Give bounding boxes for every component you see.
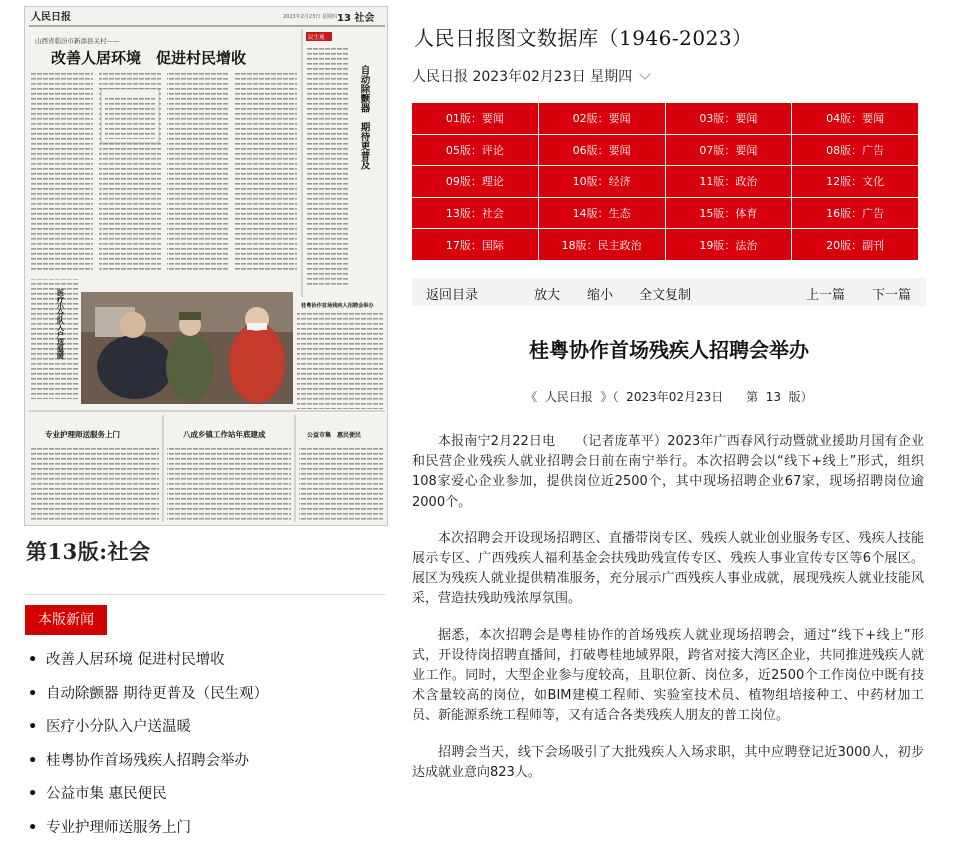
edition-link-current[interactable]: 13版：社会 — [412, 198, 538, 229]
edition-link[interactable]: 03版：要闻 — [666, 103, 792, 134]
edition-link[interactable]: 01版：要闻 — [412, 103, 538, 134]
article-paragraph: 据悉，本次招聘会是粤桂协作的首场残疾人就业现场招聘会，通过“线下+线上”形式，开设待岗招聘直播间，打破粤桂地域界限，跨省对接大湾区企业，共同推进残疾人就业工作。同时，大型企业参与度较高，且职位新、岗位多，近2500个工作岗位中既有技术含量较高的岗位，如BIM建模工程师、实验室技术员、植物组培接种工、中药材加工员、新能源系统工程师等，又有适合各类残疾人朋友的普工岗位。 — [412, 627, 924, 724]
news-list-item[interactable] — [28, 682, 388, 716]
date-selector[interactable] — [412, 66, 650, 86]
bullet-icon: • — [28, 719, 38, 735]
edition-link[interactable]: 02版：要闻 — [539, 103, 665, 134]
bullet-icon: • — [28, 685, 38, 702]
edition-link[interactable]: 12版：文化 — [792, 166, 918, 197]
thumb-main-headline: 改善人居环境 促进村民增收 — [51, 49, 247, 67]
back-to-contents-link[interactable]: 返回目录 — [426, 288, 479, 303]
next-article-link[interactable]: 下一篇 — [872, 288, 912, 303]
left-column — [0, 0, 400, 848]
edition-link[interactable]: 05版：评论 — [412, 135, 538, 166]
edition-link[interactable]: 09版：理论 — [412, 166, 538, 197]
article-meta: 《 人民日报 》（ 2023年02月23日 第 13 版） — [525, 390, 813, 404]
news-item-label[interactable]: 改善人居环境 促进村民增收 — [46, 652, 225, 668]
page-heading: 第13版:社会 — [26, 539, 151, 564]
news-list-item[interactable] — [28, 816, 388, 848]
edition-link[interactable]: 11版：政治 — [666, 166, 792, 197]
date-text: 人民日报 2023年02月23日 星期四 — [412, 69, 633, 85]
bullet-icon: • — [28, 786, 38, 802]
news-item-label[interactable]: 医疗小分队入户送温暖 — [46, 719, 191, 735]
database-title: 人民日报图文数据库（1946-2023） — [414, 26, 753, 50]
edition-link[interactable]: 20版：副刊 — [792, 229, 918, 260]
thumb-side-headline: 桂粤协作首场残疾人招聘会举办 — [301, 303, 374, 309]
edition-link[interactable]: 06版：要闻 — [539, 135, 665, 166]
bullet-icon: • — [28, 752, 38, 769]
thumb-column-headline: 自动除颤器 期待更普及 — [358, 65, 370, 170]
newspaper-page-image[interactable] — [24, 6, 388, 526]
article-paragraph: 本报南宁2月22日电 （记者庞革平）2023年广西春风行动暨就业援助月国有企业和民营企业残疾人就业招聘会日前在南宁举行。本次招聘会以“线下+线上”形式，组织108家爱心企业参加，提供岗位近2500个，其中现场招聘企业67家，现场招聘岗位逾2000个。 — [412, 434, 924, 510]
edition-link[interactable]: 04版：要闻 — [792, 103, 918, 134]
thumb-photo — [81, 292, 293, 404]
article-paragraph: 本次招聘会开设现场招聘区、直播带岗专区、残疾人就业创业服务专区、残疾人技能展示专区、广西残疾人福利基金会扶残助残宣传专区、残疾人事业宣传专区等6个展区。展区为残疾人就业提供精准服务，充分展示广西残疾人事业成就，展现残疾人就业技能风采，营造扶残助残浓厚氛围。 — [412, 530, 924, 607]
zoom-out-button[interactable]: 缩小 — [587, 288, 614, 303]
news-tab[interactable]: 本版新闻 — [25, 605, 107, 635]
news-item-label[interactable]: 专业护理师送服务上门 — [46, 819, 191, 836]
news-item-label[interactable]: 自动除颤器 期待更普及（民生观） — [46, 685, 269, 702]
edition-link[interactable]: 08版：广告 — [792, 135, 918, 166]
thumb-sub-left-headline: 专业护理师送服务上门 — [45, 430, 120, 439]
zoom-in-button[interactable]: 放大 — [534, 288, 561, 303]
news-tab-bar — [24, 594, 386, 634]
thumb-sub-right-headline: 公益市集 惠民便民 — [307, 432, 362, 439]
news-list-item[interactable] — [28, 749, 388, 783]
chevron-down-icon[interactable] — [640, 68, 651, 79]
article-toolbar — [412, 278, 926, 306]
newspaper-page-thumbnail — [25, 7, 388, 526]
edition-link[interactable]: 10版：经济 — [539, 166, 665, 197]
edition-link[interactable]: 16版：广告 — [792, 198, 918, 229]
thumb-masthead: 人民日报 — [31, 12, 71, 23]
edition-grid — [412, 103, 918, 260]
news-item-label[interactable]: 桂粤协作首场残疾人招聘会举办 — [46, 752, 249, 769]
edition-link[interactable]: 19版：法治 — [666, 229, 792, 260]
thumb-date: 2023年2月23日 星期四 — [283, 14, 337, 20]
news-list-item[interactable] — [28, 648, 388, 682]
edition-link[interactable]: 07版：要闻 — [666, 135, 792, 166]
copy-all-button[interactable]: 全文复制 — [639, 288, 692, 303]
news-list — [28, 648, 388, 848]
edition-link[interactable]: 18版：民主政治 — [539, 229, 665, 260]
thumb-page-label: 13 社会 — [337, 13, 375, 24]
thumb-sub-mid-headline: 八成乡镇工作站年底建成 — [183, 430, 266, 439]
thumb-kicker: 山西省临汾市新添县关村—— — [35, 37, 120, 45]
edition-link[interactable]: 17版：国际 — [412, 229, 538, 260]
news-item-label[interactable]: 公益市集 惠民便民 — [46, 786, 167, 802]
news-list-item[interactable] — [28, 715, 388, 749]
edition-link[interactable]: 14版：生态 — [539, 198, 665, 229]
article-paragraph: 招聘会当天，线下会场吸引了大批残疾人入场求职，其中应聘登记近3000人，初步达成就业意向823人。 — [412, 744, 924, 780]
prev-article-link[interactable]: 上一篇 — [806, 288, 846, 303]
thumb-column-label: 民生观 — [308, 35, 325, 41]
article-title: 桂粤协作首场残疾人招聘会举办 — [529, 338, 809, 362]
right-column — [412, 0, 926, 848]
news-list-item[interactable] — [28, 782, 388, 816]
bullet-icon: • — [28, 652, 38, 668]
bullet-icon: • — [28, 819, 38, 836]
article-body — [412, 432, 924, 799]
edition-link[interactable]: 15版：体育 — [666, 198, 792, 229]
thumb-photo-headline: 医疗小分队入户送温暖 — [56, 289, 66, 359]
